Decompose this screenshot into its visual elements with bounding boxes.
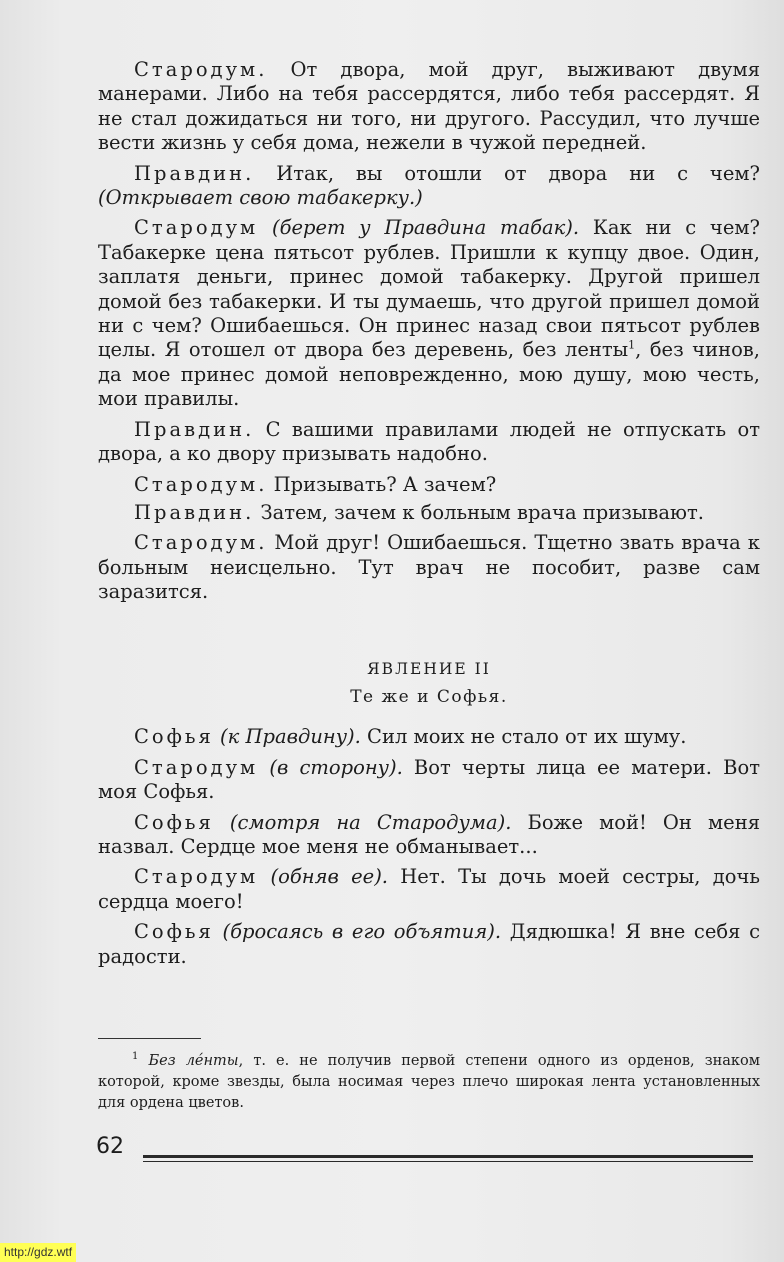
speaker: Стародум. [134, 58, 268, 81]
stage-direction: (смотря на Стародума). [213, 810, 512, 834]
stage-direction: (в сторону). [258, 755, 403, 779]
speech: Боже мой! Он меня назвал. Сердце мое меня не обманывает... [98, 810, 760, 858]
speaker: Стародум [134, 865, 259, 889]
speaker: Софья [134, 810, 214, 834]
line-pravdin-2 [98, 418, 760, 467]
line-sofya-1 [98, 725, 760, 749]
footnote [98, 1046, 760, 1114]
page-rule-thick [143, 1155, 753, 1158]
speaker: Софья [134, 920, 214, 944]
footnote-divider [98, 1038, 201, 1039]
speech: Вот черты лица ее матери. Вот моя Софья. [98, 755, 760, 804]
footnote-term: Без лéнты [148, 1052, 239, 1069]
play-text [98, 58, 760, 975]
stage-direction: (к Правдину). [213, 725, 361, 749]
page-rule-thin [143, 1161, 753, 1162]
line-starodum-6 [98, 865, 760, 914]
speaker: Стародум [134, 216, 259, 240]
line-starodum-2 [98, 216, 760, 411]
speech: Мой друг! Ошибаешься. Тщетно звать врача к больным неисцельно. Тут врач не пособит, разве сам заразится. [98, 531, 760, 604]
stage-direction: (обняв ее). [258, 865, 388, 889]
speaker: Правдин. [134, 161, 255, 185]
speaker: Стародум. [134, 472, 268, 496]
scene-characters: Те же и Софья. [350, 686, 508, 707]
scene-title: ЯВЛЕНИЕ II [367, 659, 491, 678]
speaker: Правдин. [134, 417, 255, 441]
footnote-text: , т. е. не получив первой степени одного из орденов, знаком которой, кроме звезды, была носимая через плечо широкая лента установленных для ордена цветов. [98, 1052, 760, 1111]
speech: С вашими правилами людей не отпускать от двора, а ко двору призывать надобно. [98, 417, 760, 466]
speech: Затем, зачем к больным врача призывают. [254, 500, 704, 524]
line-starodum-3 [98, 473, 760, 497]
stage-direction: (берет у Правдина табак). [258, 216, 580, 240]
speaker: Софья [134, 725, 214, 749]
line-sofya-3 [98, 920, 760, 969]
speech-cont: , без чинов, да мое принес домой неповрежденно, мою душу, мою честь, мои правилы. [98, 338, 760, 411]
speaker: Правдин. [134, 500, 255, 524]
footnote-mark: 1 [132, 1051, 139, 1062]
speaker: Стародум [134, 755, 259, 779]
speech: Нет. Ты дочь моей сестры, дочь сердца моего! [98, 865, 760, 913]
line-starodum-1 [98, 58, 760, 156]
speech: Итак, вы отошли от двора ни с чем? [254, 161, 760, 185]
line-sofya-2 [98, 811, 760, 860]
speaker: Стародум. [134, 531, 268, 555]
line-starodum-4 [98, 531, 760, 604]
speech: Сил моих не стало от их шуму. [360, 725, 687, 749]
page-number: 62 [96, 1134, 124, 1159]
speech: Дядюшка! Я вне себя с радости. [98, 920, 760, 968]
stage-direction: (Открывает свою табакерку.) [98, 186, 423, 210]
speech: Призывать? А зачем? [267, 472, 497, 496]
footnote-ref: 1 [628, 338, 636, 352]
watermark-link[interactable]: http://gdz.wtf [0, 1243, 76, 1262]
speech: Как ни с чем? Табакерке цена пятьсот рублев. Пришли к купцу двое. Один, заплатя деньги, принес домой табакерку. Другой пришел домой без табакерки. И ты думаешь, что другой пришел домой ни с чем? Ошибаешься. Он принес назад свои пятьсот рублев целы. Я отошел от двора без деревень, без ленты [98, 216, 760, 362]
line-pravdin-1 [98, 162, 760, 211]
speech: От двора, мой друг, выживают двумя манерами. Либо на тебя рассердятся, либо тебя рассердят. Я не стал дожидаться ни того, ни другого. Рассудил, что лучше вести жизнь у себя дома, нежели в чужой передней. [98, 58, 760, 155]
stage-direction: (бросаясь в его объятия). [213, 920, 502, 944]
line-pravdin-3 [98, 501, 760, 525]
line-starodum-5 [98, 756, 760, 805]
